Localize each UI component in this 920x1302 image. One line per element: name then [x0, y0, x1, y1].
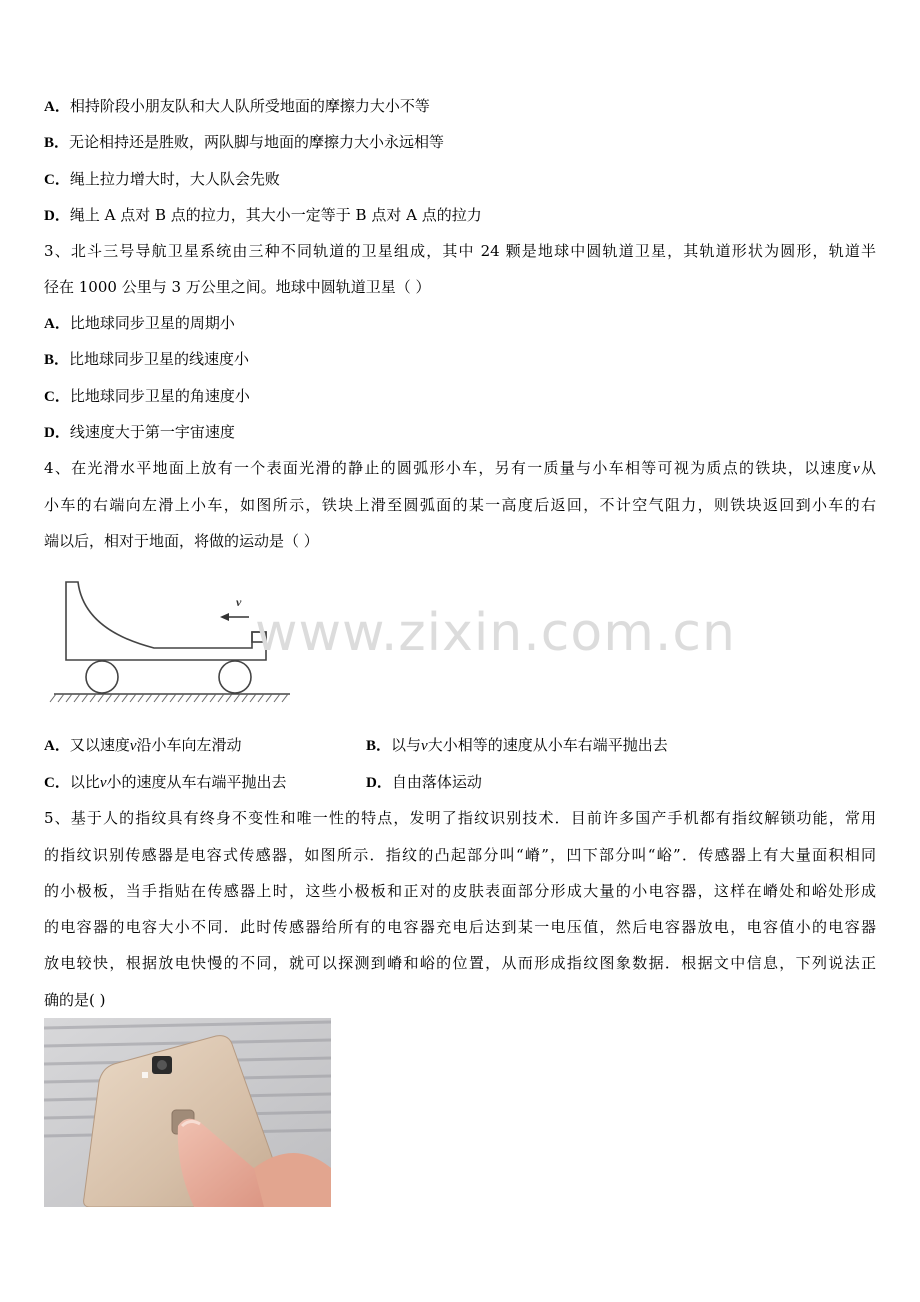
option-text-pre: 以比 [69, 773, 100, 791]
option-letter: C． [44, 172, 70, 188]
option-letter: A． [44, 99, 70, 115]
q5-stem-line1: 5、基于人的指纹具有终身不变性和唯一性的特点，发明了指纹识别技术．目前许多国产手机都有指纹解锁功能，常用 [44, 809, 876, 827]
option-text: 比地球同步卫星的角速度小 [69, 387, 250, 405]
option-letter: D． [366, 775, 392, 791]
option-letter: B． [366, 738, 392, 754]
q4-option-b [366, 735, 668, 756]
velocity-symbol: v [853, 461, 860, 477]
q5-stem-line4: 的电容器的电容大小不同．此时传感器给所有的电容器充电后达到某一电压值，然后电容器放电，电容值小的电容器 [44, 918, 876, 936]
cart-body [66, 582, 266, 660]
velocity-symbol: v [421, 738, 428, 754]
option-letter: B． [44, 135, 70, 151]
q4-stem-line1 [44, 458, 876, 479]
option-text-pre: 以与 [391, 736, 422, 754]
q2-option-b [44, 132, 444, 153]
option-letter: A． [44, 316, 70, 332]
velocity-symbol: v [99, 775, 107, 791]
option-text-post: 自由落体运动 [391, 773, 482, 791]
option-text: 相持阶段小朋友队和大人队所受地面的摩擦力大小不等 [69, 97, 430, 115]
option-letter: D． [44, 208, 70, 224]
q2-option-c [44, 169, 280, 190]
option-text: 绳上拉力增大时，大人队会先败 [69, 170, 280, 188]
q3-stem-line2: 径在 1000 公里与 3 万公里之间。地球中圆轨道卫星（ ） [44, 278, 431, 296]
fingerprint-phone-illustration [44, 1018, 331, 1207]
q5-stem-line6: 确的是( ) [44, 991, 106, 1009]
option-text: 绳上 A 点对 B 点的拉力，其大小一定等于 B 点对 A 点的拉力 [69, 206, 482, 224]
q2-option-d [44, 205, 482, 226]
q3-option-d [44, 422, 235, 443]
option-text-post: 大小相等的速度从小车右端平抛出去 [427, 736, 668, 754]
q4-stem-line2: 小车的右端向左滑上小车，如图所示，铁块上滑至圆弧面的某一高度后返回，不计空气阻力，则铁块返回到小车的右 [44, 496, 876, 514]
q3-option-a [44, 313, 235, 334]
option-letter: D． [44, 425, 70, 441]
option-text-post: 小的速度从车右端平抛出去 [106, 773, 287, 791]
velocity-symbol: v [129, 738, 137, 754]
option-text: 比地球同步卫星的线速度小 [69, 350, 250, 368]
velocity-arrow-icon [220, 613, 249, 621]
option-text-post: 沿小车向左滑动 [136, 736, 242, 754]
q5-stem-line2: 的指纹识别传感器是电容式传感器，如图所示．指纹的凸起部分叫“嵴”，凹下部分叫“峪”．传感器上有大量面积相同 [44, 846, 876, 864]
velocity-label: v [236, 595, 242, 609]
q3-stem-line1: 3、北斗三号导航卫星系统由三种不同轨道的卫星组成，其中 24 颗是地球中圆轨道卫星，其轨道形状为圆形，轨道半 [44, 242, 876, 260]
option-letter: A． [44, 738, 70, 754]
option-letter: C． [44, 389, 70, 405]
q4-option-c [44, 772, 287, 793]
q3-option-c [44, 386, 250, 407]
option-letter: C． [44, 775, 70, 791]
watermark: www.zixin.com.cn [255, 603, 736, 663]
option-letter: B． [44, 352, 70, 368]
q4-stem-text: 4、在光滑水平地面上放有一个表面光滑的静止的圆弧形小车，另有一质量与小车相等可视为质点的铁块，以速度 [44, 459, 854, 477]
q4-option-a [44, 735, 242, 756]
option-text: 线速度大于第一宇宙速度 [69, 423, 235, 441]
q5-stem-line5: 放电较快，根据放电快慢的不同，就可以探测到嵴和峪的位置，从而形成指纹图象数据．根据文中信息，下列说法正 [44, 954, 876, 972]
q3-option-b [44, 349, 249, 370]
fingerprint-phone-photo [44, 1018, 331, 1207]
option-text: 无论相持还是胜败，两队脚与地面的摩擦力大小永远相等 [69, 133, 445, 151]
q4-stem-text-end: 从 [859, 459, 876, 477]
right-wheel [219, 661, 251, 693]
option-text-pre: 又以速度 [69, 736, 130, 754]
option-text: 比地球同步卫星的周期小 [69, 314, 235, 332]
left-wheel [86, 661, 118, 693]
q5-stem-line3: 的小极板，当手指贴在传感器上时，这些小极板和正对的皮肤表面部分形成大量的小电容器，这样在嵴处和峪处形成 [44, 882, 876, 900]
q4-option-d [366, 772, 482, 793]
q4-stem-line3: 端以后，相对于地面，将做的运动是（ ） [44, 532, 319, 550]
q2-option-a [44, 96, 430, 117]
